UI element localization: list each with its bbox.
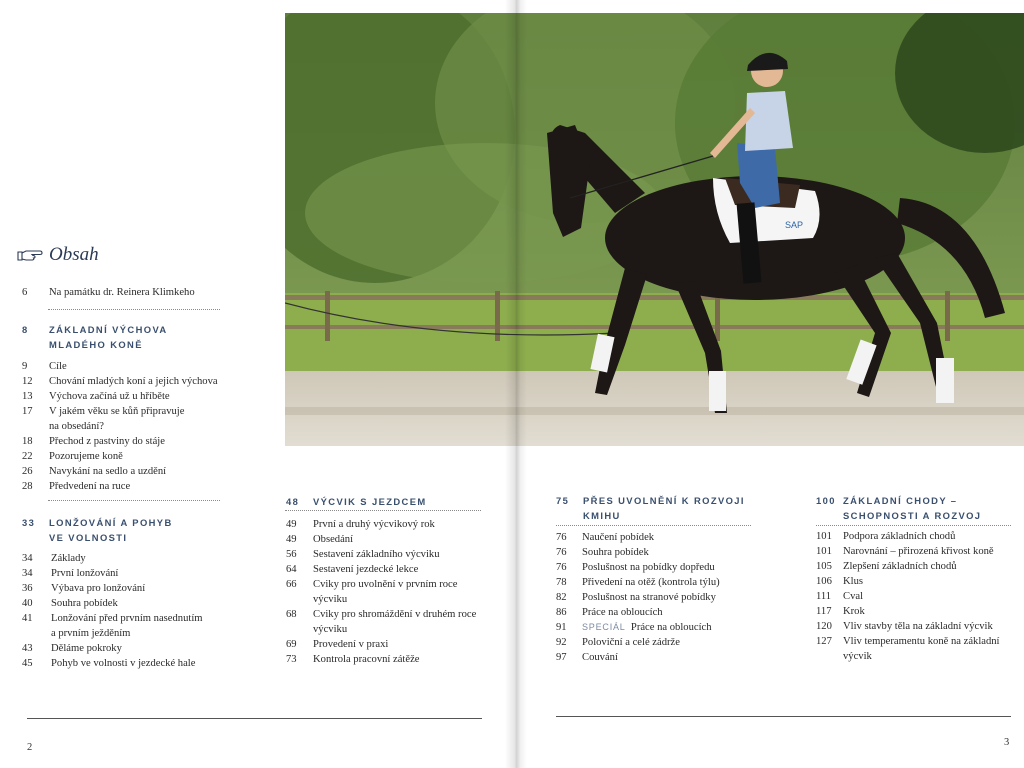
toc-entry xyxy=(816,634,1000,649)
toc-entry-text: výcviku xyxy=(313,624,348,635)
toc-section-4-line2: KMIHU xyxy=(583,510,621,521)
toc-entry-page: 68 xyxy=(286,609,297,620)
toc-entry xyxy=(22,479,130,494)
toc-entry xyxy=(816,604,865,619)
toc-entry xyxy=(556,560,715,575)
saddle-pad-logo: SAP xyxy=(785,220,804,230)
toc-entry-text: Klus xyxy=(843,576,864,587)
toc-entry-text: Narovnání – přirozená křivost koně xyxy=(843,546,994,557)
footer-rule-right xyxy=(556,716,1011,717)
toc-entry-text: Provedení v praxi xyxy=(313,639,389,650)
toc-entry xyxy=(22,581,145,596)
toc-entry xyxy=(286,637,388,652)
toc-entry-text: Výchova začíná už u hříběte xyxy=(49,391,170,402)
toc-entry-text: Cviky pro uvolnění v prvním roce xyxy=(313,579,458,590)
toc-entry-page: 97 xyxy=(556,652,567,663)
toc-entry xyxy=(286,592,347,607)
toc-entry xyxy=(816,589,863,604)
toc-section-5-page: 100 xyxy=(816,495,836,506)
toc-entry xyxy=(22,566,118,581)
toc-entry xyxy=(816,649,872,664)
toc-entry-text: Vliv stavby těla na základní výcvik xyxy=(843,621,993,632)
toc-entry-page: 49 xyxy=(286,519,297,530)
toc-entry-text: Cviky pro shromáždění v druhém roce xyxy=(313,609,477,620)
toc-entry-text: Pohyb ve volnosti v jezdecké hale xyxy=(51,658,196,669)
toc-entry-page: 64 xyxy=(286,564,297,575)
toc-entry-text: Přechod z pastviny do stáje xyxy=(49,436,165,447)
toc-entry-page: 127 xyxy=(816,636,832,647)
toc-entry xyxy=(556,635,680,650)
toc-entry xyxy=(556,590,716,605)
toc-entry-page: 106 xyxy=(816,576,832,587)
toc-entry xyxy=(556,575,720,590)
horse-photo xyxy=(285,13,1024,446)
toc-entry xyxy=(286,607,476,622)
toc-entry xyxy=(816,529,955,544)
toc-entry-text: Krok xyxy=(843,606,865,617)
dotted-divider xyxy=(48,309,220,310)
toc-entry-text: Sestavení základního výcviku xyxy=(313,549,440,560)
toc-entry-text: Cíle xyxy=(49,361,67,372)
toc-entry-text: Sestavení jezdecké lekce xyxy=(313,564,419,575)
toc-section-2-line2: VE VOLNOSTI xyxy=(49,532,128,543)
toc-entry xyxy=(556,530,654,545)
page-number-right: 3 xyxy=(1004,737,1010,748)
dotted-divider xyxy=(48,500,220,501)
toc-entry xyxy=(556,620,712,635)
toc-section-5-line1: ZÁKLADNÍ CHODY – xyxy=(843,495,958,506)
toc-entry-page: 101 xyxy=(816,546,832,557)
toc-entry-page: 49 xyxy=(286,534,297,545)
toc-entry-text: První a druhý výcvikový rok xyxy=(313,519,435,530)
toc-entry-text: Předvedení na ruce xyxy=(49,481,131,492)
toc-section-1-line2: MLADÉHO KONĚ xyxy=(49,339,143,350)
toc-entry-text: První lonžování xyxy=(51,568,119,579)
toc-entry xyxy=(22,419,104,434)
dotted-divider xyxy=(285,510,481,511)
toc-entry-text: Poslušnost na stranové pobídky xyxy=(582,592,716,603)
toc-entry-page: 9 xyxy=(22,361,28,372)
toc-section-3-title: VÝCVIK S JEZDCEM xyxy=(313,496,427,507)
toc-entry-text: Práce na obloucích xyxy=(582,607,663,618)
toc-entry-page: 13 xyxy=(22,391,33,402)
toc-section-4-line1: PŘES UVOLNĚNÍ K ROZVOJI xyxy=(583,495,745,506)
toc-entry xyxy=(556,605,663,620)
page-number-left: 2 xyxy=(27,742,33,753)
toc-entry-page: 101 xyxy=(816,531,832,542)
toc-entry-page: 36 xyxy=(22,583,33,594)
toc-entry-text: výcviku xyxy=(313,594,348,605)
toc-entry-page: 76 xyxy=(556,562,567,573)
toc-entry-page: 12 xyxy=(22,376,33,387)
toc-entry-text: Obsedání xyxy=(313,534,354,545)
toc-heading xyxy=(17,244,99,266)
toc-entry xyxy=(22,464,166,479)
toc-entry-text: na obsedání? xyxy=(49,421,105,432)
toc-entry-page: 45 xyxy=(22,658,33,669)
toc-entry xyxy=(286,532,353,547)
footer-rule-left xyxy=(27,718,482,719)
toc-entry-page: 76 xyxy=(556,547,567,558)
toc-entry-page: 26 xyxy=(22,466,33,477)
toc-section-4-page: 75 xyxy=(556,495,570,506)
toc-section-1-line1: ZÁKLADNÍ VÝCHOVA xyxy=(49,324,168,335)
dotted-divider xyxy=(556,525,751,526)
toc-entry-text: Chování mladých koní a jejich výchova xyxy=(49,376,218,387)
toc-section-2: 33 xyxy=(22,517,36,528)
toc-entry-text: Couvání xyxy=(582,652,618,663)
toc-entry-text: Poloviční a celé zádrže xyxy=(582,637,680,648)
toc-entry xyxy=(556,650,618,665)
toc-entry-page: 22 xyxy=(22,451,33,462)
toc-entry-page: 92 xyxy=(556,637,567,648)
toc-entry-text: Poslušnost na pobídky dopředu xyxy=(582,562,715,573)
toc-entry xyxy=(22,641,122,656)
toc-section-3-page: 48 xyxy=(286,496,300,507)
toc-entry xyxy=(286,622,347,637)
toc-entry-page: 86 xyxy=(556,607,567,618)
toc-entry-page: 34 xyxy=(22,553,33,564)
toc-entry-page: 120 xyxy=(816,621,832,632)
toc-entry-text: Souhra pobídek xyxy=(582,547,649,558)
toc-entry xyxy=(22,404,184,419)
toc-entry-page: 18 xyxy=(22,436,33,447)
toc-entry xyxy=(22,359,67,374)
toc-section-2-line1: LONŽOVÁNÍ A POHYB xyxy=(49,517,173,528)
toc-entry-page: 56 xyxy=(286,549,297,560)
toc-entry xyxy=(286,547,440,562)
toc-entry xyxy=(816,619,993,634)
toc-entry xyxy=(816,574,863,589)
toc-entry xyxy=(22,449,123,464)
toc-title: Obsah xyxy=(49,244,99,265)
toc-entry xyxy=(22,611,203,626)
toc-section-1: 8 xyxy=(22,324,29,335)
toc-entry-text: Zlepšení základních chodů xyxy=(843,561,957,572)
toc-entry-text xyxy=(582,622,712,633)
toc-entry xyxy=(816,544,994,559)
toc-entry-text: Souhra pobídek xyxy=(51,598,118,609)
toc-entry xyxy=(816,559,957,574)
toc-entry-page: 111 xyxy=(816,591,832,602)
toc-entry-page: 78 xyxy=(556,577,567,588)
toc-entry-page: 66 xyxy=(286,579,297,590)
toc-entry-page: 28 xyxy=(22,481,33,492)
toc-entry-text: Cval xyxy=(843,591,864,602)
toc-entry-page: 117 xyxy=(816,606,832,617)
pointing-hand-icon xyxy=(17,247,43,263)
toc-entry-page: 34 xyxy=(22,568,33,579)
toc-entry xyxy=(556,545,649,560)
toc-entry-text: V jakém věku se kůň připravuje xyxy=(49,406,185,417)
toc-entry-text: Lonžování před prvním nasednutím xyxy=(51,613,203,624)
toc-entry-text: Kontrola pracovní zátěže xyxy=(313,654,420,665)
toc-entry-page: 76 xyxy=(556,532,567,543)
dressage-horse-illustration xyxy=(285,13,1024,446)
toc-entry-page: 91 xyxy=(556,622,567,633)
toc-entry xyxy=(22,389,170,404)
toc-entry-page: 43 xyxy=(22,643,33,654)
toc-entry-text: a prvním ježděním xyxy=(51,628,131,639)
toc-entry-text: Pozorujeme koně xyxy=(49,451,123,462)
toc-entry-text: Naučení pobídek xyxy=(582,532,655,543)
toc-entry-text: výcvik xyxy=(843,651,872,662)
toc-entry-page: 17 xyxy=(22,406,33,417)
toc-entry-text: Přivedení na otěž (kontrola týlu) xyxy=(582,577,720,588)
toc-entry xyxy=(22,434,165,449)
toc-entry-page: 41 xyxy=(22,613,33,624)
toc-entry-page: 40 xyxy=(22,598,33,609)
toc-section-5-line2: SCHOPNOSTI A ROZVOJ xyxy=(843,510,982,521)
toc-entry-text: Vliv temperamentu koně na základní xyxy=(843,636,1000,647)
toc-entry-text: Základy xyxy=(51,553,86,564)
toc-entry-text: Děláme pokroky xyxy=(51,643,122,654)
dotted-divider xyxy=(816,525,1011,526)
toc-entry xyxy=(286,577,457,592)
toc-entry xyxy=(286,652,419,667)
toc-entry xyxy=(22,596,118,611)
toc-entry-page: 73 xyxy=(286,654,297,665)
toc-entry-text: Navykání na sedlo a uzdění xyxy=(49,466,167,477)
toc-entry: 6 Na památku dr. Reinera Klimkeho xyxy=(22,287,195,298)
toc-entry-text: Výbava pro lonžování xyxy=(51,583,146,594)
toc-entry xyxy=(22,374,218,389)
toc-entry xyxy=(286,517,435,532)
toc-entry-page: 69 xyxy=(286,639,297,650)
toc-entry xyxy=(22,626,130,641)
toc-entry-text: Podpora základních chodů xyxy=(843,531,956,542)
toc-entry-page: 82 xyxy=(556,592,567,603)
toc-entry xyxy=(286,562,418,577)
special-tag: SPECIÁL xyxy=(582,622,626,632)
toc-entry-page: 105 xyxy=(816,561,832,572)
toc-entry xyxy=(22,656,195,671)
toc-entry xyxy=(22,551,86,566)
toc-entry-title: Práce na obloucích xyxy=(630,622,712,633)
